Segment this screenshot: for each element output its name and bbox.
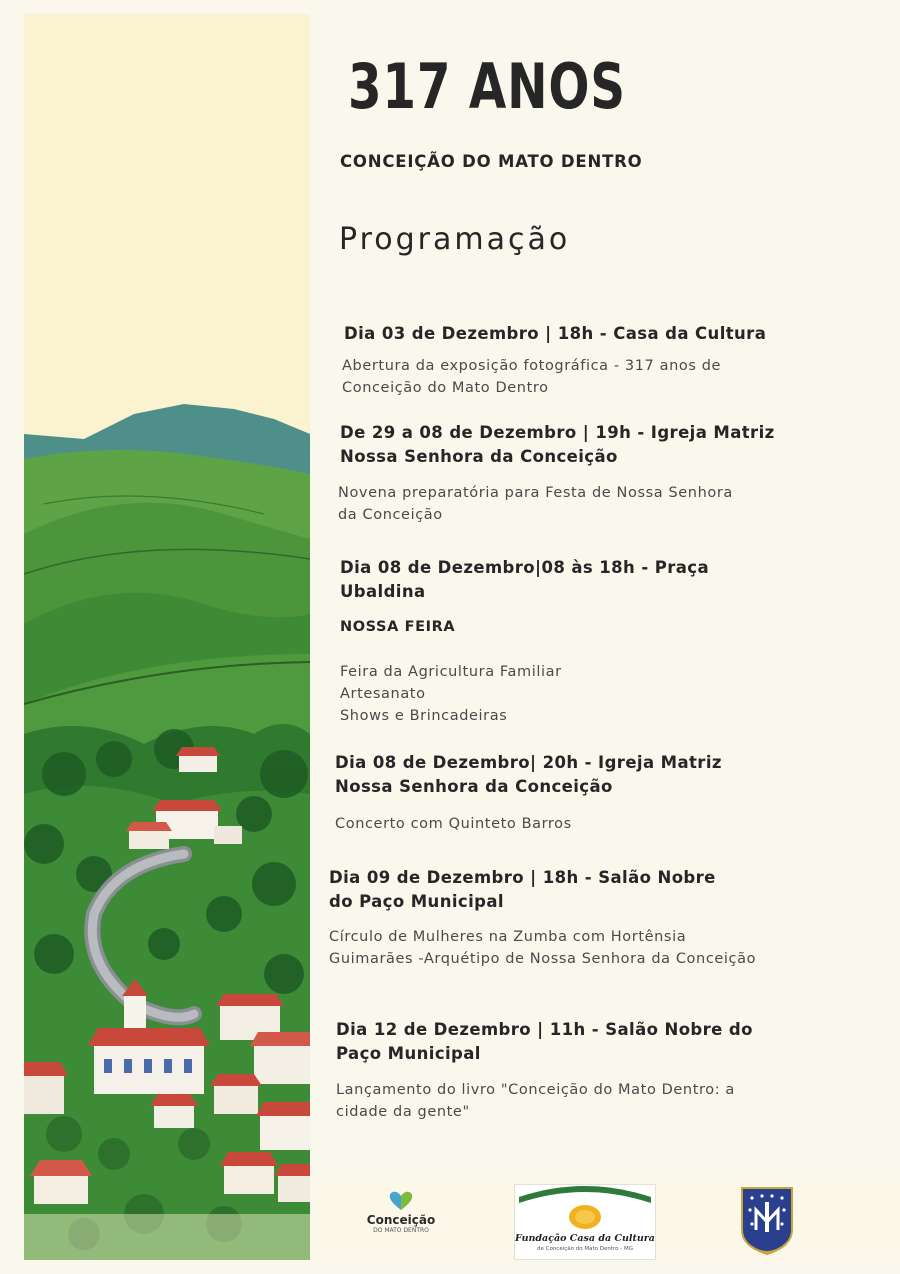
coat-of-arms — [734, 1184, 800, 1258]
foundation-logo — [514, 1184, 656, 1260]
foundation-logo-name: Fundação Casa da Cultura — [515, 1233, 655, 1244]
city-logo-name: Conceição — [366, 1213, 436, 1227]
city-name: CONCEIÇÃO DO MATO DENTRO — [340, 152, 643, 171]
event-title: Dia 09 de Dezembro | 18h - Salão Nobre do Paço Municipal — [329, 868, 716, 911]
event-description: Novena preparatória para Festa de Nossa Senhora da Conceição — [338, 485, 733, 523]
event-description: Abertura da exposição fotográfica - 317 anos de Conceição do Mato Dentro — [342, 358, 722, 396]
event-description: Lançamento do livro "Conceição do Mato Dentro: a cidade da gente" — [336, 1082, 735, 1120]
event-description: Concerto com Quinteto Barros — [335, 816, 572, 832]
event-title: Dia 08 de Dezembro| 20h - Igreja Matriz Nossa Senhora da Conceição — [335, 753, 722, 796]
program-heading: Programação — [339, 222, 571, 257]
event-description: Círculo de Mulheres na Zumba com Hortênsia Guimarães -Arquétipo de Nossa Senhora da Conceição — [329, 929, 757, 967]
event-description: Feira da Agricultura Familiar Artesanato Shows e Brincadeiras — [340, 664, 562, 724]
footer-logos — [314, 1180, 900, 1260]
sun-logo-icon — [515, 1185, 655, 1233]
event-title: De 29 a 08 de Dezembro | 19h - Igreja Matriz Nossa Senhora da Conceição — [340, 423, 775, 466]
page-title: 317 ANOS — [348, 50, 626, 123]
foundation-logo-subtitle: de Conceição do Mato Dentro - MG — [536, 1246, 633, 1252]
landscape-illustration-icon — [24, 14, 310, 1260]
coat-of-arms-icon — [734, 1184, 800, 1258]
heart-logo-icon — [388, 1190, 414, 1212]
landscape-illustration — [24, 14, 310, 1260]
event-title: Dia 03 de Dezembro | 18h - Casa da Cultura — [344, 324, 767, 343]
event-subtitle: NOSSA FEIRA — [340, 619, 456, 635]
event-title: Dia 12 de Dezembro | 11h - Salão Nobre do Paço Municipal — [336, 1020, 753, 1063]
city-logo — [358, 1188, 444, 1254]
event-title: Dia 08 de Dezembro|08 às 18h - Praça Ubaldina — [340, 558, 709, 601]
city-logo-subtitle: DO MATO DENTRO — [373, 1227, 429, 1234]
